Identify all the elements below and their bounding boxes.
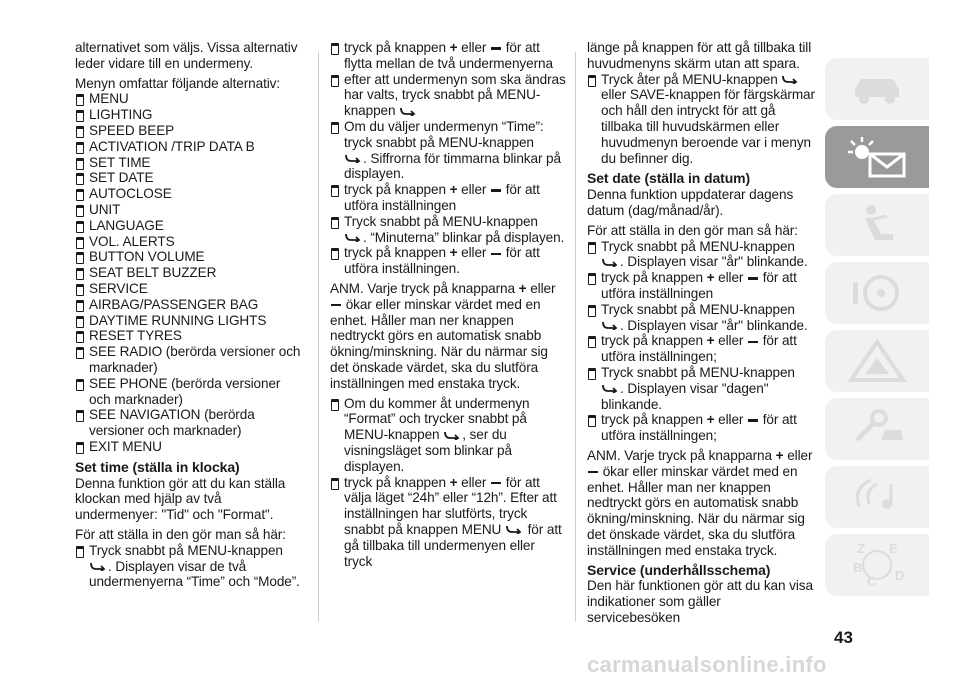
column-divider-2 <box>575 52 576 622</box>
note-text: ANM. Varje tryck på knapparna + eller ökar eller minskar värdet med en enhet. Håller man ner knappen nedtryckt görs en automatisk snabb ökning/minskning. När du närmar sig det önskade värdet, ska du slutföra inställningen med enstaka tryck. <box>587 447 813 558</box>
intro-text-1: alternativet som väljs. Vissa alternativ leder vidare till en undermeny. <box>75 40 298 71</box>
plus-button-icon: + <box>775 447 784 463</box>
list-item: Om du väljer undermenyn “Time”: tryck snabbt på MENU-knappen . Siffrorna för timmarna blinkar på displayen. <box>330 119 566 182</box>
warning-triangle-icon <box>845 338 909 384</box>
chapter-tab-starting[interactable] <box>825 262 929 324</box>
menu-list-item: AIRBAG/PASSENGER BAG <box>75 297 303 313</box>
watermark: carmanualsonline.info <box>587 652 827 677</box>
menu-list-item: SET DATE <box>75 170 303 186</box>
plus-button-icon: + <box>449 182 458 198</box>
plus-button-icon: + <box>518 280 527 296</box>
list-item: Tryck åter på MENU-knappen eller SAVE-knappen för färgskärmar och håll den intryckt för att gå tillbaka till huvudskärmen eller huvudmenyn beroende var i menyn du befinner dig. <box>587 72 817 167</box>
svg-text:D: D <box>895 568 905 583</box>
menu-list-item: SEAT BELT BUZZER <box>75 265 303 281</box>
menu-list-item: UNIT <box>75 202 303 218</box>
set-date-instructions-intro: För att ställa in den gör man så här: <box>587 222 798 238</box>
list-item: tryck på knappen + eller för att välja läget “24h” eller “12h”. Efter att inställningen har slutförts, tryck snabbt på knappen MENU för att gå tillbaka till undermenyen eller tryck <box>330 475 566 570</box>
music-nav-icon <box>845 474 909 520</box>
minus-button-icon <box>588 471 598 474</box>
menu-button-icon <box>602 259 619 267</box>
menu-list-item: SET TIME <box>75 155 303 171</box>
menu-list-item: LIGHTING <box>75 107 303 123</box>
menu-button-icon <box>345 155 362 163</box>
list-item: tryck på knappen + eller för att utföra inställningen; <box>587 412 817 444</box>
menu-button-icon <box>506 526 523 534</box>
menu-list-item: SERVICE <box>75 281 303 297</box>
list-item: Tryck snabbt på MENU-knappen . Displayen visar de två undermenyerna “Time” och “Mode”. <box>75 543 303 590</box>
menu-button-icon <box>90 563 107 571</box>
paragraph: länge på knappen för att gå tillbaka till huvudmenyns skärm utan att spara. <box>587 40 812 71</box>
list-item: Tryck snabbt på MENU-knappen . “Minuterna” blinkar på displayen. <box>330 214 566 246</box>
menu-list-item: ACTIVATION /TRIP DATA B <box>75 139 303 155</box>
set-time-description: Denna funktion gör att du kan ställa klockan med hjälp av två undermenyer: "Tid" och "Format". <box>75 475 286 523</box>
set-time-instructions-intro: För att ställa in den gör man så här: <box>75 526 286 542</box>
list-item: efter att undermenyn som ska ändras har valts, tryck snabbt på MENU-knappen <box>330 72 566 119</box>
minus-button-icon <box>748 419 758 422</box>
steering-wheel-key-icon <box>845 270 909 316</box>
column-1 <box>75 40 303 590</box>
menu-button-icon <box>782 76 799 84</box>
column-divider-1 <box>318 52 319 622</box>
minus-button-icon <box>748 341 758 344</box>
note-text: ANM. Varje tryck på knapparna + eller ökar eller minskar värdet med en enhet. Håller man ner knappen nedtryckt görs en automatisk snabb ökning/minskning. När du närmar sig det önskade värdet, ska du slutföra inställningen med enstaka tryck. <box>330 280 556 391</box>
minus-button-icon <box>491 189 501 192</box>
list-item: tryck på knappen + eller för att utföra inställningen <box>587 270 817 302</box>
section-heading-service: Service (underhållsschema) <box>587 561 771 578</box>
menu-list-item: LANGUAGE <box>75 218 303 234</box>
menu-list-item: BUTTON VOLUME <box>75 249 303 265</box>
menu-list-item: SEE RADIO (berörda versioner och marknader) <box>75 344 303 376</box>
menu-button-icon <box>345 234 362 242</box>
car-icon <box>847 69 907 109</box>
menu-list-item: VOL. ALERTS <box>75 234 303 250</box>
chapter-tabs <box>825 58 935 602</box>
plus-button-icon: + <box>449 474 458 490</box>
list-item: tryck på knappen + eller för att utföra inställningen; <box>587 333 817 365</box>
menu-list-item: EXIT MENU <box>75 439 303 455</box>
plus-button-icon: + <box>706 412 715 428</box>
section-heading-set-date: Set date (ställa in datum) <box>587 170 751 187</box>
menu-list-item: RESET TYRES <box>75 328 303 344</box>
svg-text:B: B <box>853 560 863 575</box>
list-item: Om du kommer åt undermenyn “Format” och trycker snabbt på MENU-knappen , ser du visningsläget som blinkar på displayen. <box>330 396 566 475</box>
chapter-tab-safety[interactable] <box>825 194 929 256</box>
plus-button-icon: + <box>449 245 458 261</box>
svg-text:E: E <box>889 541 898 556</box>
seat-airbag-icon <box>847 202 907 248</box>
chapter-tab-emergency[interactable] <box>825 330 929 392</box>
svg-text:C: C <box>867 574 877 589</box>
plus-button-icon: + <box>706 270 715 286</box>
minus-button-icon <box>331 304 341 307</box>
menu-button-icon <box>602 322 619 330</box>
list-item: tryck på knappen + eller för att flytta mellan de två undermenyerna <box>330 40 566 72</box>
minus-button-icon <box>491 47 501 50</box>
chapter-tab-multimedia[interactable] <box>825 466 929 528</box>
menu-list-item: MENU <box>75 91 303 107</box>
menu-list <box>75 91 303 454</box>
menu-list-item: DAYTIME RUNNING LIGHTS <box>75 313 303 329</box>
intro-text-2: Menyn omfattar följande alternativ: <box>75 75 281 91</box>
menu-list-item: SEE NAVIGATION (berörda versioner och marknader) <box>75 407 303 439</box>
wrench-car-icon <box>845 406 909 452</box>
svg-text:Z: Z <box>857 541 865 556</box>
minus-button-icon <box>491 253 501 256</box>
plus-button-icon: + <box>706 333 715 349</box>
minus-button-icon <box>748 277 758 280</box>
menu-button-icon <box>444 432 461 440</box>
plus-button-icon: + <box>449 40 458 55</box>
list-item: Tryck snabbt på MENU-knappen . Displayen visar "dagen" blinkande. <box>587 365 817 412</box>
list-item: Tryck snabbt på MENU-knappen . Displayen visar "år" blinkande. <box>587 239 817 271</box>
page-number: 43 <box>834 628 853 647</box>
chapter-tab-car[interactable] <box>825 58 929 120</box>
menu-list-item: AUTOCLOSE <box>75 186 303 202</box>
section-heading-set-time: Set time (ställa in klocka) <box>75 458 240 475</box>
list-item: Tryck snabbt på MENU-knappen . Displayen visar "år" blinkande. <box>587 302 817 334</box>
menu-button-icon <box>602 385 619 393</box>
chapter-tab-index[interactable] <box>825 534 929 596</box>
warning-light-envelope-icon <box>842 134 912 180</box>
menu-list-item: SPEED BEEP <box>75 123 303 139</box>
menu-button-icon <box>400 108 417 116</box>
service-description: Den här funktionen gör att du kan visa indikationer som gäller servicebesöken <box>587 578 813 625</box>
chapter-tab-instruments[interactable] <box>825 126 929 188</box>
menu-list-item: SEE PHONE (berörda versioner och marknader) <box>75 376 303 408</box>
minus-button-icon <box>491 482 501 485</box>
column-3 <box>587 40 817 626</box>
alphabet-index-icon <box>845 540 909 590</box>
list-item: tryck på knappen + eller för att utföra inställningen <box>330 182 566 214</box>
list-item: tryck på knappen + eller för att utföra inställningen. <box>330 245 566 277</box>
chapter-tab-maintenance[interactable] <box>825 398 929 460</box>
column-2 <box>330 40 566 569</box>
set-date-description: Denna funktion uppdaterar dagens datum (dag/månad/år). <box>587 187 794 218</box>
